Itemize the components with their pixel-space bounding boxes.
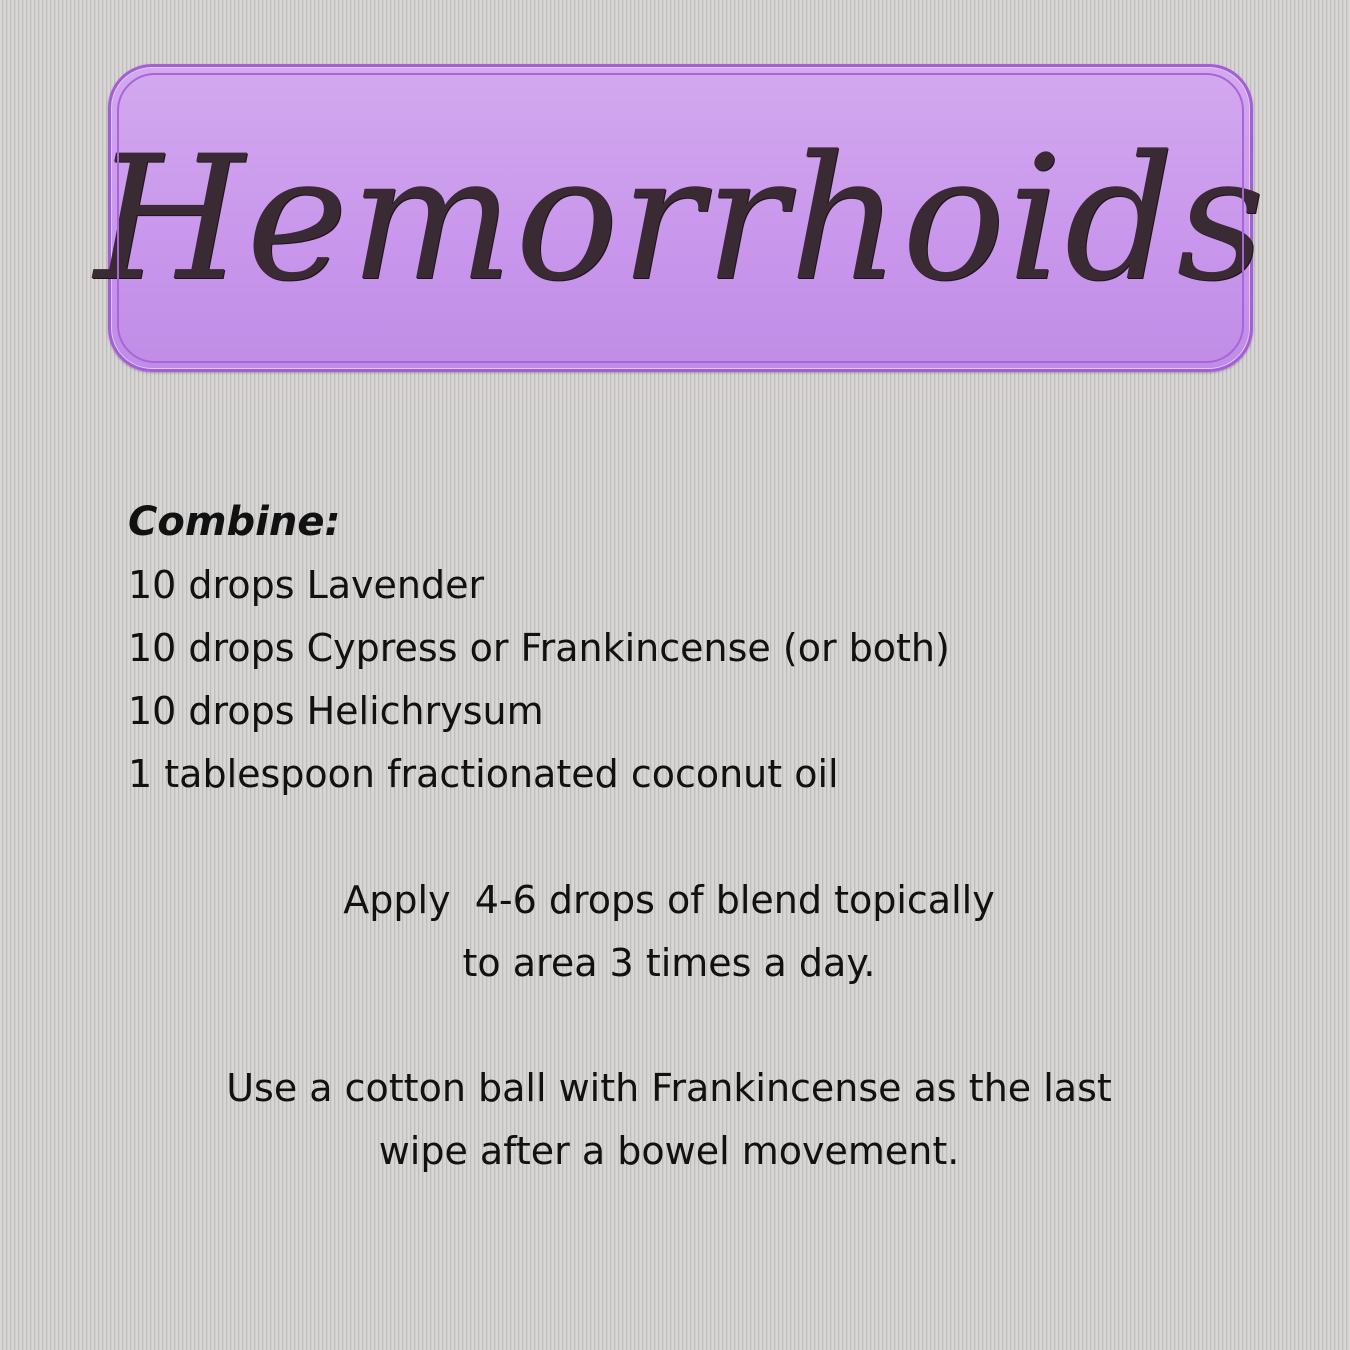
application-instructions: [0, 869, 1344, 995]
ingredient-item: 10 drops Helichrysum: [128, 689, 544, 733]
recipe-section: [128, 490, 1248, 806]
title-banner: [94, 64, 1267, 372]
instruction-line: Apply 4-6 drops of blend topically: [343, 878, 995, 922]
ingredient-item: 10 drops Lavender: [128, 563, 485, 607]
ingredient-list: [128, 554, 1248, 806]
ingredient-item: 1 tablespoon fractionated coconut oil: [128, 752, 839, 796]
instruction-line: to area 3 times a day.: [462, 941, 876, 985]
ingredient-item: 10 drops Cypress or Frankincense (or both): [128, 626, 950, 670]
instruction-line: wipe after a bowel movement.: [378, 1129, 960, 1173]
cotton-ball-instructions: [0, 1057, 1344, 1183]
recipe-heading: Combine:: [128, 499, 341, 545]
page-title: Hemorrhoids: [94, 117, 1267, 319]
instruction-line: Use a cotton ball with Frankincense as the last: [226, 1066, 1112, 1110]
